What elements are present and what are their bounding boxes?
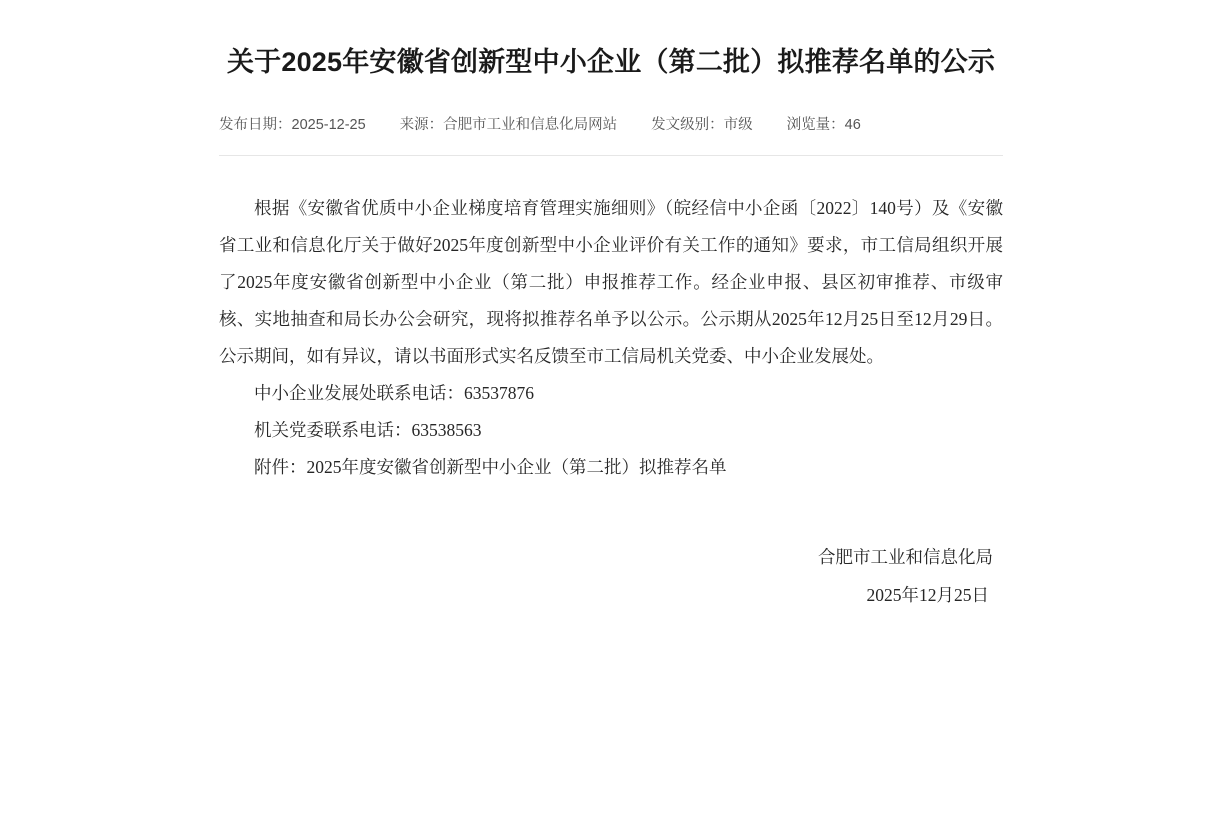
meta-level-value: 市级	[723, 117, 753, 133]
meta-level	[651, 115, 753, 135]
meta-source	[400, 115, 618, 135]
meta-publish-date-value: 2025-12-25	[291, 117, 366, 133]
page-title: 关于2025年安徽省创新型中小企业（第二批）拟推荐名单的公示	[226, 47, 996, 77]
meta-source-value: 合肥市工业和信息化局网站	[443, 117, 618, 133]
meta-views-value: 46	[844, 117, 861, 133]
contact-line-party-committee: 机关党委联系电话：63538563	[254, 420, 482, 440]
meta-publish-date	[219, 115, 366, 135]
article-meta-bar	[219, 115, 1003, 156]
signature-block	[219, 538, 1003, 614]
body-paragraph: 根据《安徽省优质中小企业梯度培育管理实施细则》（皖经信中小企函〔2022〕140号）及《安徽省工业和信息化厅关于做好2025年度创新型中小企业评价有关工作的通知》要求，市工信局组织开展了2025年度安徽省创新型中小企业（第二批）申报推荐工作。经企业申报、县区初审推荐、市级审核、实地抽查和局长办公会研究，现将拟推荐名单予以公示。公示期从2025年12月25日至12月29日。公示期间，如有异议，请以书面形式实名反馈至市工信局机关党委、中小企业发展处。	[219, 198, 1003, 366]
meta-views-label: 浏览量：	[786, 117, 845, 133]
attachment-line: 附件：2025年度安徽省创新型中小企业（第二批）拟推荐名单	[254, 457, 727, 477]
meta-source-label: 来源：	[399, 117, 444, 133]
signature-issuer: 合肥市工业和信息化局	[818, 547, 993, 567]
meta-publish-date-label: 发布日期：	[219, 117, 292, 133]
contact-line-development-office: 中小企业发展处联系电话：63537876	[254, 383, 534, 403]
signature-date: 2025年12月25日	[866, 585, 989, 605]
article-body	[219, 190, 1003, 486]
meta-views	[787, 115, 861, 135]
article-container	[219, 0, 1003, 614]
meta-level-label: 发文级别：	[651, 117, 724, 133]
